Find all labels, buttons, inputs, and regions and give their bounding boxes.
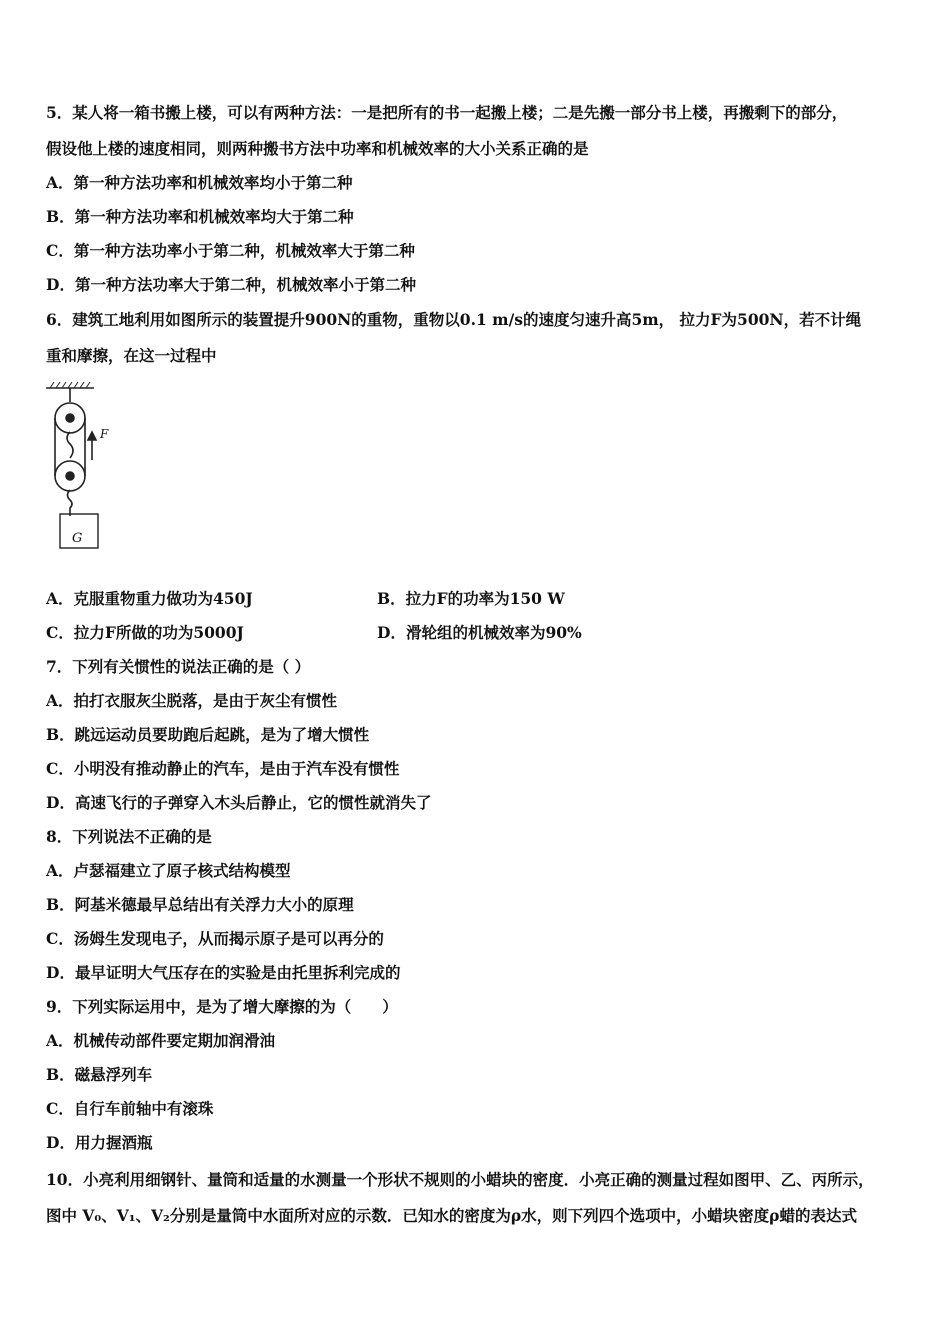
q7-stem: 7．下列有关惯性的说法正确的是（ ） (46, 657, 311, 676)
q6-option-b: B．拉力F的功率为150 W (377, 589, 565, 608)
q7-option-c: C．小明没有推动静止的汽车，是由于汽车没有惯性 (46, 759, 400, 778)
force-label-f: F (100, 427, 109, 441)
q9-stem: 9．下列实际运用中，是为了增大摩擦的为（ ） (46, 997, 398, 1016)
q10-stem-line2: 图中 V₀、V₁、V₂分别是量筒中水面所对应的示数．已知水的密度为ρ水，则下列四个选项中，小蜡块密度ρ蜡的表达式 (46, 1206, 857, 1225)
q7-option-d: D．高速飞行的子弹穿入木头后静止，它的惯性就消失了 (46, 793, 432, 812)
q5-stem-line2: 假设他上楼的速度相同，则两种搬书方法中功率和机械效率的大小关系正确的是 (46, 139, 589, 158)
q5-option-a: A．第一种方法功率和机械效率均小于第二种 (46, 173, 353, 192)
q9-option-d: D．用力握酒瓶 (46, 1133, 153, 1152)
weight-label-g: G (72, 531, 83, 546)
q7-option-b: B．跳远运动员要助跑后起跳，是为了增大惯性 (46, 725, 370, 744)
q5-option-c: C．第一种方法功率小于第二种，机械效率大于第二种 (46, 241, 415, 260)
q8-option-d: D．最早证明大气压存在的实验是由托里拆利完成的 (46, 963, 401, 982)
q5-option-d: D．第一种方法功率大于第二种，机械效率小于第二种 (46, 275, 416, 294)
q9-option-b: B．磁悬浮列车 (46, 1065, 153, 1084)
q8-option-b: B．阿基米德最早总结出有关浮力大小的原理 (46, 895, 354, 914)
q9-option-a: A．机械传动部件要定期加润滑油 (46, 1031, 276, 1050)
q10-stem-line1: 10．小亮利用细钢针、量筒和适量的水测量一个形状不规则的小蜡块的密度．小亮正确的测量过程如图甲、乙、丙所示， (46, 1170, 874, 1189)
q5-stem-line1: 5．某人将一箱书搬上楼，可以有两种方法：一是把所有的书一起搬上楼；二是先搬一部分书上楼，再搬剩下的部分， (46, 103, 848, 122)
q6-option-c: C．拉力F所做的功为5000J (46, 623, 244, 642)
pulley-system-figure (44, 380, 109, 552)
q6-option-d: D．滑轮组的机械效率为90% (377, 623, 582, 642)
q6-option-a: A．克服重物重力做功为450J (46, 589, 253, 608)
q8-option-c: C．汤姆生发现电子，从而揭示原子是可以再分的 (46, 929, 384, 948)
q9-option-c: C．自行车前轴中有滚珠 (46, 1099, 214, 1118)
q8-option-a: A．卢瑟福建立了原子核式结构模型 (46, 861, 291, 880)
q6-stem-line1: 6．建筑工地利用如图所示的装置提升900N的重物，重物以0.1 m/s的速度匀速升高5m， 拉力F为500N，若不计绳 (46, 310, 862, 329)
q7-option-a: A．拍打衣服灰尘脱落，是由于灰尘有惯性 (46, 691, 338, 710)
q8-stem: 8．下列说法不正确的是 (46, 827, 212, 846)
q5-option-b: B．第一种方法功率和机械效率均大于第二种 (46, 207, 354, 226)
q6-stem-line2: 重和摩擦，在这一过程中 (46, 346, 217, 365)
